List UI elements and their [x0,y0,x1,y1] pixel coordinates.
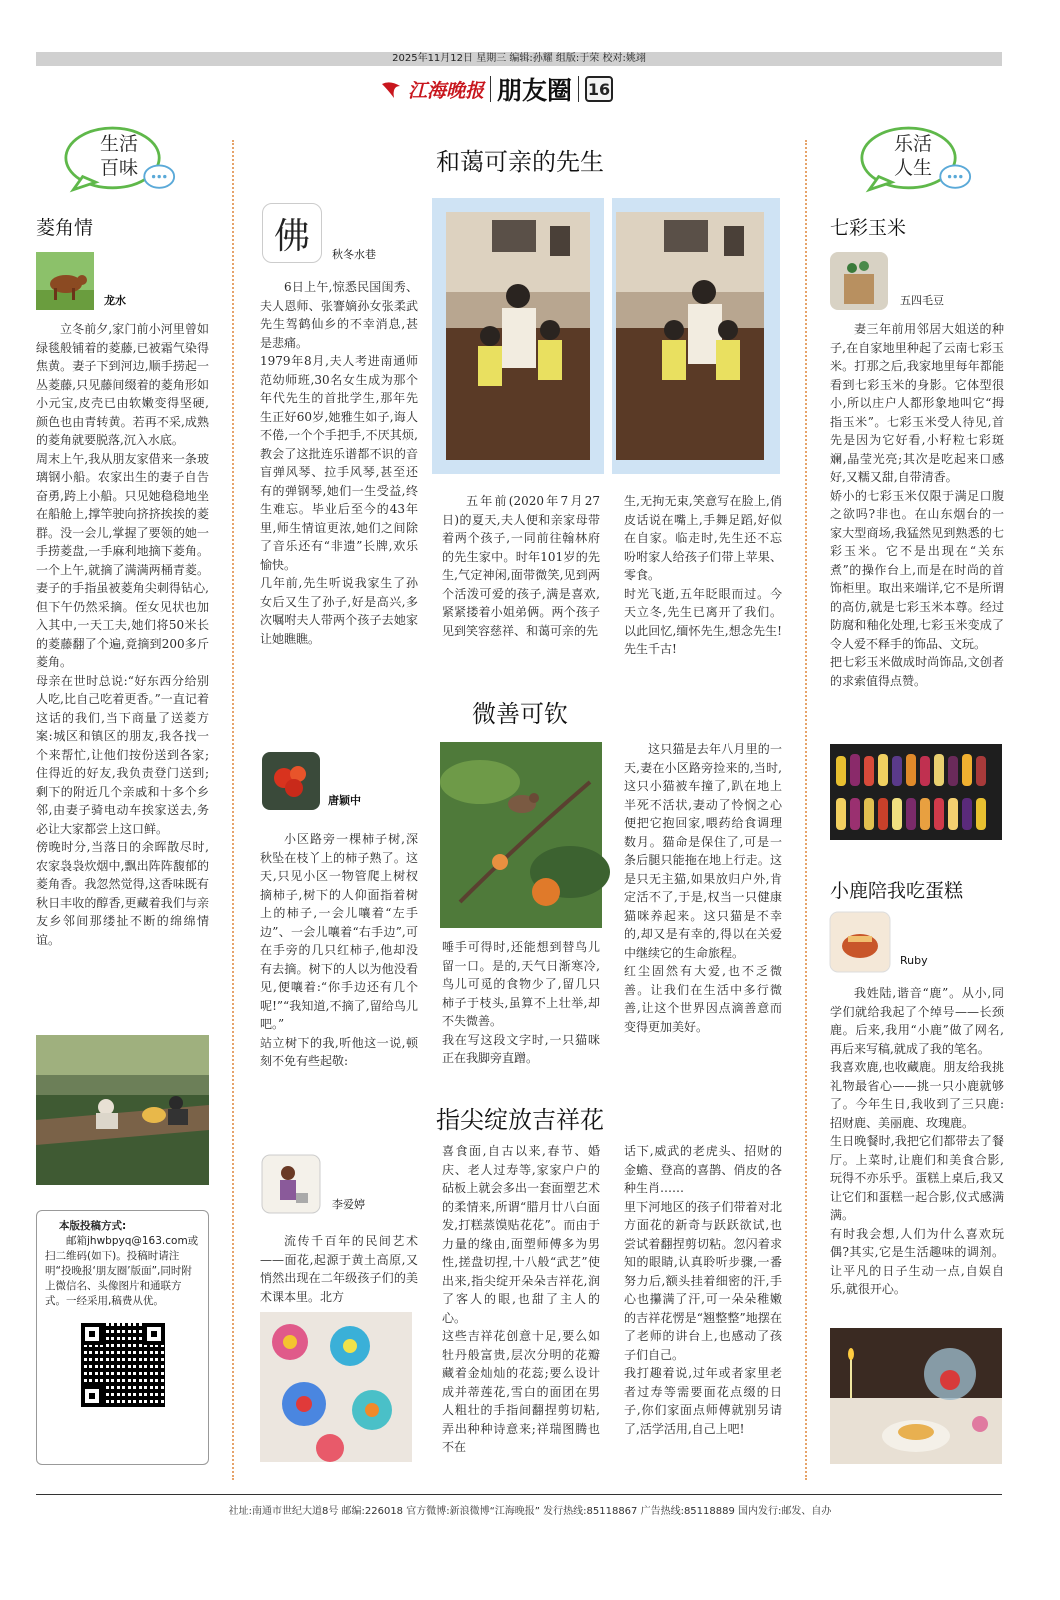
avatar-longshui [36,252,94,310]
article-body-flower-a: 流传千百年的民间艺术——面花,起源于黄土高原,又悄然出现在二年级孩子们的美术课本里。北方 [260,1234,418,1304]
photo-birthday-cake [830,1328,1002,1464]
article-title-corn: 七彩玉米 [830,217,907,239]
badge-life-text [84,132,154,180]
dateline-bar: 2025年11月12日 星期三 编辑:孙耀 组版:于荣 校对:姚翊 [36,52,1002,66]
author-qiudong: 秋冬水巷 [332,248,376,261]
article-body-deer: 我姓陆,谐音“鹿”。从小,同学们就给我起了个绰号——长颈鹿。后来,我用“小鹿”做了网名,再后来写稿,就成了我的笔名。 我喜欢鹿,也收藏鹿。朋友给我挑礼物最省心——挑一只小鹿就够了。今年生日,我收到了三只鹿:招财鹿、美丽鹿、玫瑰鹿。 生日晚餐时,我把它们都带去了餐厅。上菜时,让鹿们和美食合影,玩得不亦乐乎。蛋糕上桌后,我又让它们和蛋糕一起合影,仪式感满满。 有时我会想,人们为什么喜欢玩偶?其实,它是生活趣味的调剂。让平凡的日子生动一点,自娱自乐,就很开心。 [830,986,1004,1296]
article-body-lingjiao: 立冬前夕,家门前小河里曾如绿毯般铺着的菱藤,已被霜气染得焦黄。妻子下到河边,顺手捞起一丛菱藤,只见藤间缀着的菱角形如小元宝,皮壳已由软嫩变得坚硬,颜色也由青转黄。若再不采,成熟的菱角就要脱落,沉入水底。 周末上午,我从朋友家借来一条玻璃钢小船。农家出生的妻子自告奋勇,跨上小船。只见她稳稳地坐在船舱上,撑竿驶向挤挤挨挨的菱群。没一会儿,掌握了要领的她一手捞菱盘,一手麻利地摘下菱角。一个上午,就摘了满满两桶青菱。妻子的手指虽被菱角尖刺得钻心,但下午仍然采摘。侄女见状也加入其中,一天工夫,她们将50米长的菱藤翻了个遍,竟摘到200多斤菱角。 母亲在世时总说:“好东西分给别人吃,比自己吃着更香。”一直记着这话的我们,当下商量了送菱方案:城区和镇区的朋友,我各找一个来帮忙,让他们按份送到各家;住得近的好友,我负责登门送到;剩下的附近几个亲戚和十多个乡邻,由妻子骑电动车挨家送去,务必让大家都尝上这口鲜。 傍晚时分,当落日的余晖散尽时,农家袅袅炊烟中,飘出阵阵馥郁的菱角香。我忽然觉得,这香味既有秋日丰收的醇香,更藏着我们与亲友乡邻间那缕扯不断的绵绵情谊。 [36,322,209,947]
submission-text: 邮箱jhwbpyq@163.com或扫二维码(如下)。投稿时请注明“投晚报‘朋友圈’版面”,同时附上微信名、头像图片和通联方式。一经采用,稿费从优。 [45,1235,199,1307]
article-title-kindness: 微善可钦 [472,700,568,728]
photo-teacher-children-2 [612,198,780,474]
page-number: 16 [585,76,613,102]
qr-code[interactable] [81,1323,165,1407]
masthead [380,72,680,106]
article-body-teacher-b: 五年前(2020年7月27日)的夏天,夫人便和亲家母带着两个孩子,一同前往翰林府的先生家中。时年101岁的先生,气定神闲,面带微笑,见到两个活泼可爱的孩子,满是喜欢,紧紧搂着小姐弟俩。两个孩子见到笑容慈祥、和蔼可亲的先 [442,494,600,638]
article-body-flower-c: 话下,威武的老虎头、招财的金蟾、登高的喜鹊、俏皮的各种生肖…… 里下河地区的孩子们带着对北方面花的新奇与跃跃欲试,也尝试着翻捏剪切粘。忽闪着求知的眼睛,认真聆听步骤,一番努力后,额头挂着细密的汗,手心也攥满了汗,可一朵朵稚嫩的吉祥花愣是“翘整整”地摆在了老师的讲台上,也感动了孩子们自己。 我打趣着说,过年或者家里老者过寿等需要面花点缀的日子,你们家面点师傅就别另请了,活学活用,自己上吧! [624,1144,782,1436]
badge-life-line2: 百味 [99,157,138,179]
masthead-divider-2 [578,76,579,102]
article-body-corn: 妻三年前用邻居大姐送的种子,在自家地里种起了云南七彩玉米。打那之后,我家地里每年都能看到七彩玉米的身影。它体型很小,所以庄户人都形象地叫它“拇指玉米”。七彩玉米受人待见,首先是因为它好看,小籽粒七彩斑斓,晶莹光亮;其次是吃起来口感好,又糯又甜,自带清香。 娇小的七彩玉米仅限于满足口腹之欲吗?非也。在山东烟台的一家大型商场,我猛然见到熟悉的七彩玉米。它不是出现在“关东煮”的操作台上,而是在时尚的首饰柜里。取出来端详,它不是所谓的高仿,就是七彩玉米本尊。经过防腐和釉化处理,七彩玉米变成了令人爱不释手的饰品、文玩。 把七彩玉米做成时尚饰品,文创者的求索值得点赞。 [830,322,1004,688]
photo-caling-boat [36,1035,209,1185]
submission-box [36,1210,209,1465]
submission-title: 本版投稿方式: [59,1220,127,1232]
badge-life-line1: 生活 [99,133,138,155]
author-ruby: Ruby [900,954,928,967]
article-body-kindness-b: 唾手可得时,还能想到替鸟儿留一口。是的,天气日渐寒冷,鸟儿可觅的食物少了,留几只柿子于枝头,虽算不上壮举,却不失微善。 我在写这段文字时,一只猫咪正在我脚旁直蹭。 [442,940,600,1065]
avatar-tangyingzhong [262,752,320,810]
footer-rule [36,1494,1002,1495]
article-body-kindness-a: 小区路旁一棵柿子树,深秋坠在枝丫上的柿子熟了。这天,只见小区一物管爬上树杈摘柿子,树下的人仰面指着树上的柿子,一会儿嚷着“左手边”、一会儿嚷着“右手边”,可在手旁的几只红柿子,他却没有去摘。树下的人以为他没看见,便嚷着:“你手边还有几个呢!”“我知道,不摘了,留给鸟儿吧。” 站立树下的我,听他这一说,顿刻不免有些起敬: [260,832,418,1068]
photo-persimmon-bird [440,742,602,928]
article-title-teacher: 和蔼可亲的先生 [436,148,604,176]
article-title-flower: 指尖绽放吉祥花 [436,1106,604,1134]
article-body-flower-b: 喜食面,自古以来,春节、婚庆、老人过寿等,家家户户的砧板上就会多出一套面塑艺术的柔情来,所谓“腊月廿八白面发,打糕蒸馍贴花花”。而由于力量的缘由,面塑师傅多为男性,搓盘切捏,十八般“武艺”使出来,指尖绽开朵朵吉祥花,润了客人的眼,也甜了主人的心。 这些吉祥花创意十足,要么如牡丹般富贵,层次分明的花瓣藏着金灿灿的花蕊;要么设计成并蒂莲花,雪白的面团在男人粗壮的手指间翻捏剪切粘,弄出种种诗意来;祥瑞图腾也不在 [442,1144,600,1454]
photo-dough-flowers [260,1312,412,1462]
badge-happy-line2: 人生 [893,157,932,179]
avatar-liaiting [262,1155,320,1213]
author-longshui: 龙水 [104,294,126,307]
article-title-deer: 小鹿陪我吃蛋糕 [830,880,964,902]
article-title-lingjiao: 菱角情 [36,217,94,239]
column-divider-right [805,140,807,1480]
author-liaiting: 李爱婷 [332,1198,365,1211]
section-name: 朋友圈 [497,76,573,105]
author-tangyingzhong: 唐颖中 [328,794,361,807]
brand-name: 江海晚报 [408,79,485,102]
column-divider-left [232,140,234,1480]
footer-info: 社址:南通市世纪大道8号 邮编:226018 官方微博:新浪微博“江海晚报” 发行热线:85118867 广告热线:85118889 国内发行:邮发、自办 [228,1506,832,1517]
author-wusimaodou: 五四毛豆 [900,294,944,307]
article-body-teacher-c: 生,无拘无束,笑意写在脸上,俏皮话说在嘴上,手舞足蹈,好似在自家。临走时,先生还不忘吩咐家人给孩子们带上苹果、零食。 时光飞逝,五年眨眼而过。今天立冬,先生已离开了我们。以此回忆,缅怀先生,想念先生!先生千古! [624,494,782,656]
avatar-ruby [830,912,890,972]
masthead-divider [490,76,491,102]
photo-colorful-corn [830,744,1002,840]
badge-happy-line1: 乐活 [893,133,932,155]
avatar-wusimaodou [830,252,888,310]
photo-teacher-children-1 [432,198,604,474]
avatar-qiudong: 佛 [262,203,322,263]
article-body-teacher-a: 6日上午,惊悉民国闺秀、夫人恩师、张謇嫡孙女张柔武先生驾鹤仙乡的不幸消息,甚是悲痛。 1979年8月,夫人考进南通师范幼师班,30名女生成为那个年代先生的首批学生,那年先生正好60岁,她雅生如子,诲人不倦,一个个手把手,不厌其烦,教会了这批连乐谱都不识的音盲弹风琴、拉手风琴,甚至还有的弹钢琴,她们一生受益,终生难忘。毕业后至今的43年里,师生情谊更浓,她们之间除了音乐还有“非遗”长牌,欢乐愉快。 几年前,先生听说我家生了孙女后又生了孙子,好是高兴,多次嘱咐夫人带两个孩子去她家让她瞧瞧。 [260,280,418,646]
badge-happy-text [878,132,948,180]
brand-bird-icon [380,78,402,100]
article-body-kindness-c: 这只猫是去年八月里的一天,妻在小区路旁捡来的,当时,这只小猫被车撞了,趴在地上半死不活状,妻动了怜悯之心便把它抱回家,喂药给食调理数月。猫命是保住了,可是一条后腿只能拖在地上行走。这是只无主猫,如果放归户外,肯定活不了,于是,权当一只健康猫咪养起来。这只猫是不幸的,却又是有幸的,得以在关爱中继续它的生命旅程。 红尘固然有大爱,也不乏微善。让我们在生活中多行微善,让这个世界因点滴善意而变得更加美好。 [624,742,782,1034]
